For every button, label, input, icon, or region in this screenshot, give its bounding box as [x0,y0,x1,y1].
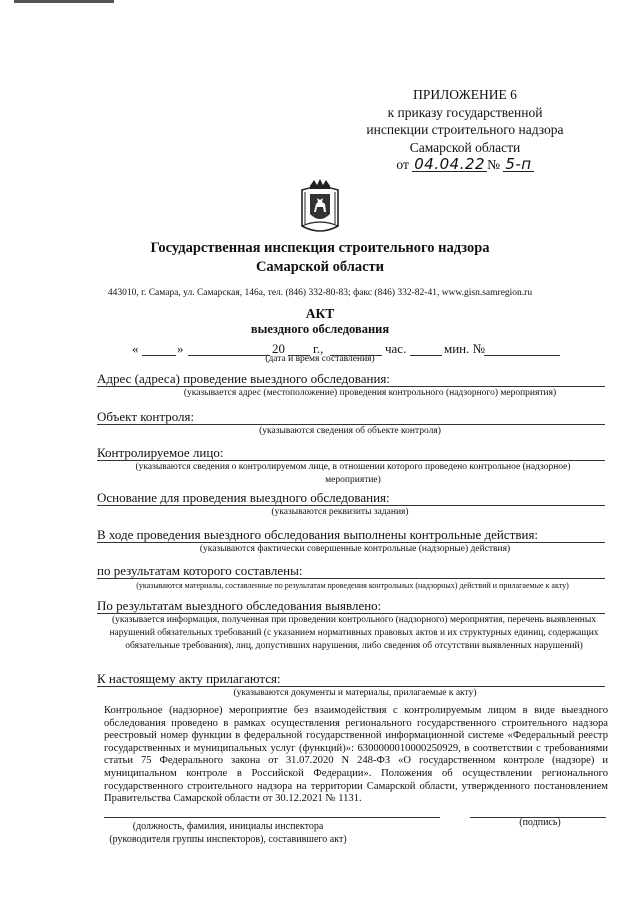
field-address-label: Адрес (адреса) проведение выездного обследования: [97,371,390,386]
act-number-blank [484,355,560,356]
field-object-label: Объект контроля: [97,409,195,424]
field-attachments-hint: (указываются документы и материалы, прилагаемые к акту) [233,688,477,698]
act-minutes-blank [410,355,442,356]
field-address-hint: (указывается адрес (местоположение) проведения контрольного (надзорного) мероприятия) [183,388,557,398]
act-year-prefix: 20 [272,341,285,356]
appendix-date-handwritten: 04.04.22 [414,155,486,173]
act-hours-label: час. [385,341,407,356]
field-object-hint: (указываются сведения об объекте контроля) [259,426,441,436]
legal-basis-paragraph: Контрольное (надзорное) мероприятие без взаимодействия с контролируемым лицом в виде выездного обследования проведено в рамках осуществления регионального государственного строительного надзора реестровый номер функции в федеральной государственной информационной системе «Федеральный реестр государственных и муниципальных услуг (функций)»: 6300000010000250929, в соответствии с требованиями статьи 75 Федерального закона от 31.07.2020 N 248-ФЗ «О государственном контроле (надзоре) и муниципальном контроле в Российской Федерации». Положения об осуществлении регионального государственного строительного надзора на территории Самарской области, утвержденного постановлением Правительства Самарской области от 30.12.2021 № 1131. [104,705,608,805]
appendix-number-sign: № [487,157,500,172]
act-year-suffix: г., [313,341,324,356]
field-findings-hint: (указывается информация, полученная при проведении контрольного (надзорного) мероприятия, перечень выявленных нарушений обязательных требований (с указанием нормативных правовых актов и их структурных единиц, содержащих обязательные требования), лиц, допустивших нарушения, либо сведения об отсутствии выявленных нарушений) [109,615,599,651]
appendix-line-2: к приказу государственной [387,104,543,120]
field-findings-label: По результатам выездного обследования выявлено: [97,598,382,613]
appendix-number-handwritten: 5-п [505,155,532,173]
field-person-hint: (указываются сведения о контролируемом лице, в отношении которого проведено контрольное (надзорное) мероприятие) [135,462,571,485]
appendix-date-line [345,156,585,174]
field-materials-hint: (указываются материалы, составленные по результатам проведения контрольных (надзорных) действий и прилагаемые к акту) [136,581,569,590]
appendix-line-4: Самарской области [409,139,521,155]
field-attachments-label: К настоящему акту прилагаются: [97,671,281,686]
field-basis-label: Основание для проведения выездного обследования: [97,490,390,505]
act-date-open-quote: « [132,341,139,356]
organization-name-line-1: Государственная инспекция строительного надзора [150,240,490,256]
field-basis-hint: (указываются реквизиты задания) [271,507,409,517]
field-actions-label: В ходе проведения выездного обследования выполнены контрольные действия: [97,527,539,542]
appendix-line-1: ПРИЛОЖЕНИЕ 6 [413,87,517,102]
act-date-close-quote: » [177,341,184,356]
act-date-hint: (дата и время составления) [265,354,375,364]
signature-position-line [104,817,440,818]
coat-of-arms-icon [298,178,342,236]
scan-edge-mark [14,0,114,3]
appendix-line-3: инспекции строительного надзора [366,122,564,137]
act-day-blank [142,355,176,356]
signature-hint: (подпись) [519,817,561,828]
field-materials-label: по результатам которого составлены: [97,563,303,578]
field-person-label: Контролируемое лицо: [97,445,224,460]
act-subtitle: выездного обследования [250,322,390,336]
organization-name-line-2: Самарской области [255,259,385,275]
field-actions-hint: (указываются фактически совершенные контрольные (надзорные) действия) [199,544,511,554]
organization-contacts: 443010, г. Самара, ул. Самарская, 146а, тел. (846) 332-80-83; факс (846) 332-82-41, www.gisn.samregion.ru [107,288,533,298]
appendix-block [345,86,585,174]
appendix-date-prefix: от [396,157,409,172]
act-title: АКТ [305,306,335,321]
signature-position-hint: (должность, фамилия, инициалы инспектора (руководителя группы инспекторов), составившего акт) [109,821,347,845]
act-minutes-label: мин. № [444,341,486,356]
